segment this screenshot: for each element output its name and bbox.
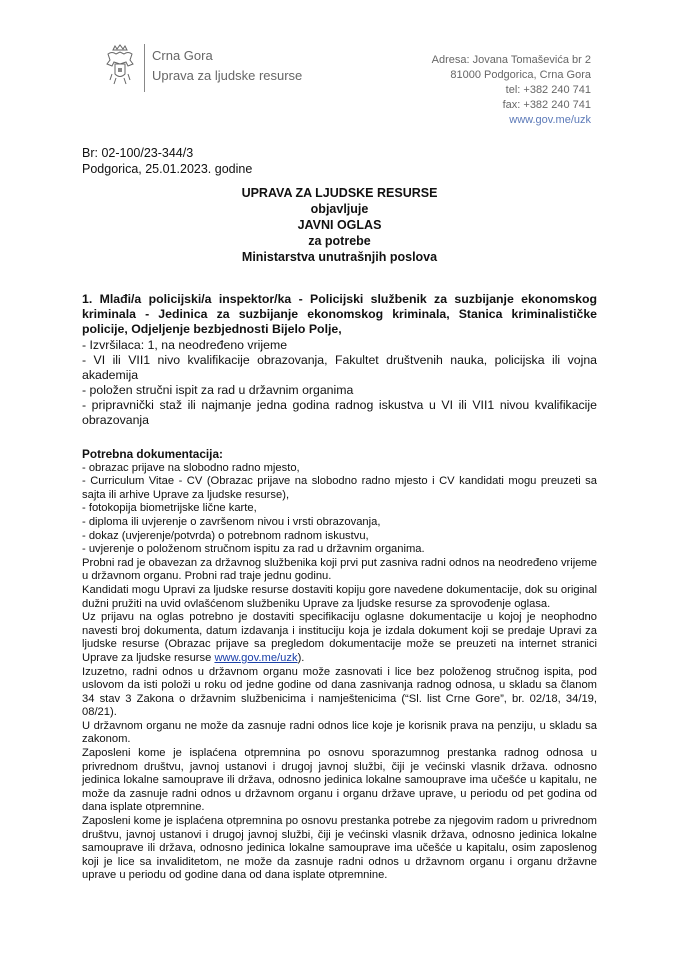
specification-paragraph [82,611,597,665]
coat-of-arms-icon [104,44,136,86]
contact-info [432,53,591,128]
letterhead [0,0,679,140]
title-line-1: UPRAVA ZA LJUDSKE RESURSE [241,186,438,200]
title-line-2: objavljuje [310,202,369,216]
header-divider [144,44,145,92]
reference-number: Br: 02-100/23-344/3 [82,146,194,160]
documentation-heading: Potrebna dokumentacija: [82,447,223,461]
org-country: Crna Gora [152,48,213,63]
doc-item: - Curriculum Vitae - CV (Obrazac prijave na slobodno radno mjesto i CV kandidati mogu preuzeti sa sajta ili arhive Uprave za ljudske resurse), [82,475,597,501]
org-name [152,46,302,86]
website-link[interactable]: www.gov.me/uzk [509,114,591,126]
doc-item: - diploma ili uvjerenje o završenom nivou i vrsti obrazovanja, [82,515,381,528]
uzk-link[interactable]: www.gov.me/uzk [214,651,298,664]
reference-block [82,145,252,177]
announcement-title [82,185,597,265]
requirement-item: - Izvršilaca: 1, na neodređeno vrijeme [82,338,288,352]
address: Adresa: Jovana Tomaševića br 2 [431,54,591,66]
fax: fax: +382 240 741 [502,99,591,111]
severance-redundancy-paragraph: Zaposleni kome je isplaćena otpremnina po osnovu prestanka potrebe za njegovim radom u privrednom društvu, javnoj ustanovi i drugoj javnoj službi, čiji je većinski vlasnik država, odnosno jedinica lokalne samouprave ili država, odnosno jedinica lokalne samouprave ima učešće u kapitalu, osim zaposlenog koji je lice sa invaliditetom, ne može da zasnuje radni odnos u državnom organu i organu državne uprave u periodu od godine dana od dana isplate otpremnine. [82,815,597,882]
doc-item: - obrazac prijave na slobodno radno mjesto, [82,461,300,474]
requirement-item: - položen stručni ispit za rad u državnim organima [82,383,354,397]
copies-paragraph: Kandidati mogu Upravi za ljudske resurse dostaviti kopiju gore navedene dokumentacije, dok su original dužni pružiti na uvid ovlašćenom službeniku Uprave za ljudske resurse za sprovođenje oglasa. [82,583,597,610]
org-agency: Uprava za ljudske resurse [152,68,303,83]
phone: tel: +382 240 741 [505,84,591,96]
title-line-5: Ministarstva unutrašnjih poslova [241,250,438,264]
pension-paragraph: U državnom organu ne može da zasnuje radni odnos lice koje je korisnik prava na penziju, u skladu sa zakonom. [82,719,597,746]
probation-paragraph: Probni rad je obavezan za državnog službenika koji prvi put zasniva radni odnos na neodređeno vrijeme u državnom organu. Probni rad traje jednu godinu. [82,556,597,583]
document-body [82,292,597,883]
requirement-item: - VI ili VII1 nivo kvalifikacije obrazovanja, Fakultet društvenih nauka, policijska ili vojna akademija [82,353,597,382]
requirement-item: - pripravnički staž ili najmanje jedna godina radnog iskustva u VI ili VII1 nivou kvalifikacije obrazovanja [82,398,597,427]
specification-text: Uz prijavu na oglas potrebno je dostaviti specifikaciju oglasne dokumentacije u kojoj je neophodno navesti broj dokumenta, datum izdavanja i instituciju koja je izdala dokument koji se predaje Upravi za ljudske resurse (Obrazac prijave sa pregledom dokumentacije može se preuzeti na internet stranici Uprave za ljudske resurse [82,611,597,664]
doc-item: - fotokopija biometrijske lične karte, [82,502,257,515]
exception-paragraph: Izuzetno, radni odnos u državnom organu može zasnovati i lice bez položenog stručnog ispita, pod uslovom da isti položi u roku od jedne godine od dana zasnivanja radnog odnosa, u skladu sa članom 34 stav 3 Zakona o državnim službenicima i namještenicima (“Sl. list Crne Gore”, br. 02/18, 34/19, 08/21). [82,665,597,719]
requirements-list [82,338,597,428]
title-line-4: za potrebe [308,234,371,248]
doc-item: - uvjerenje o položenom stručnom ispitu za rad u državnim organima. [82,543,425,556]
position-title: 1. Mlađi/a policijski/a inspektor/ka - Policijski službenik za suzbijanje ekonomskog kriminala - Jedinica za suzbijanje ekonomskog kriminala, Stanica kriminalističke policije, Odjeljenje bezbjednosti Bijelo Polje, [82,292,597,336]
doc-item: - dokaz (uvjerenje/potvrda) o potrebnom radnom iskustvu, [82,529,369,542]
city: 81000 Podgorica, Crna Gora [450,69,591,81]
documentation-section [82,448,597,883]
title-line-3: JAVNI OGLAS [297,218,382,232]
place-date: Podgorica, 25.01.2023. godine [82,162,253,176]
severance-agreement-paragraph: Zaposleni kome je isplaćena otpremnina po osnovu sporazumnog prestanka radnog odnosa u privrednom društvu, javnoj ustanovi i drugoj javnoj službi, čiji je većinski vlasnik država. odnosno jedinica lokalne samouprave ili država, odnosno jedinica lokalne samouprave ima učešće u kapitalu, ne može da zasnuje radni odnos u državnom organu i organu države uprave, u periodu od pet godina od dana isplate otpremnine. [82,747,597,814]
specification-end: ). [297,651,305,664]
